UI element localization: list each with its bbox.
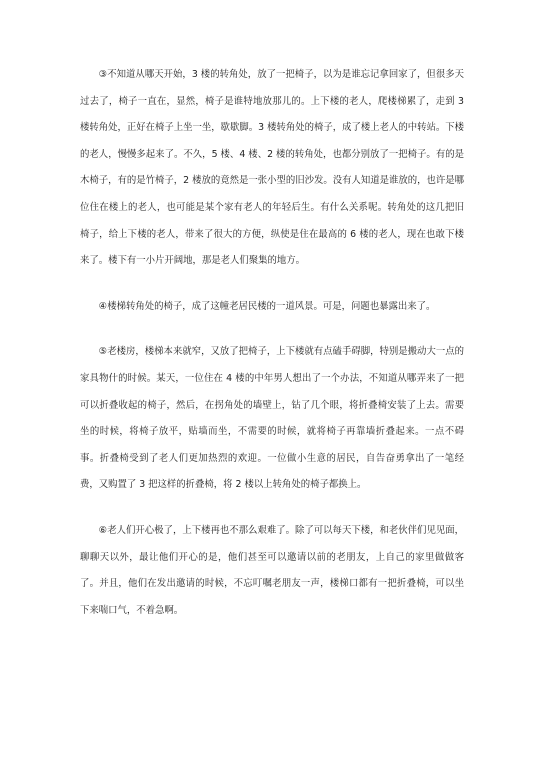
paragraph-4: ④楼梯转角处的椅子，成了这幢老居民楼的一道风景。可是，问题也暴露出来了。 [98, 300, 436, 312]
paragraph-3: ③不知道从哪天开始，3 楼的转角处，放了一把椅子，以为是谁忘记拿回家了，但很多天过去了，椅子一直在，显然，椅子是谁特地放那儿的。上下楼的老人，爬楼梯累了，走到 3 楼转角处，正好在椅子上坐一坐，歇歇脚。3 楼转角处的椅子，成了楼上老人的中转站。下楼的老人，慢慢多起来了。不久，5 楼、4 楼、2 楼的转角处，也都分别放了一把椅子。有的是木椅子，有的是竹椅子，2 楼放的竟然是一张小型的旧沙发。没有人知道是谁放的，也许是哪位住在楼上的老人，也可能是某个家有老人的年轻后生。有什么关系呢。转角处的这几把旧椅子，给上下楼的老人，带来了很大的方便，纵使是住在最高的 6 楼的老人，现在也敢下楼来了。楼下有一小片开阔地，那是老人们聚集的地方。 [80, 69, 464, 267]
paragraph-6: ⑥老人们开心极了，上下楼再也不那么艰难了。除了可以每天下楼，和老伙伴们见见面，聊聊天以外，最让他们开心的是，他们甚至可以邀请以前的老朋友，上自己的家里做做客了。并且，他们在发出邀请的时候，不忘叮嘱老朋友一声，楼梯口都有一把折叠椅，可以坐下来喘口气，不着急啊。 [80, 524, 464, 616]
paragraph-5: ⑤老楼房，楼梯本来就窄，又放了把椅子，上下楼就有点磕手碍脚，特别是搬动大一点的家具物什的时候。某天，一位住在 4 楼的中年男人想出了一个办法，不知道从哪弄来了一把可以折叠收起的椅子，然后，在拐角处的墙壁上，钻了几个眼，将折叠椅安装了上去。需要坐的时候，将椅子放平，贴墙而坐，不需要的时候，就将椅子再靠墙折叠起来。一点不碍事。折叠椅受到了老人们更加热烈的欢迎。一位做小生意的居民，自告奋勇拿出了一笔经费，又购置了 3 把这样的折叠椅，将 2 楼以上转角处的椅子都换上。 [80, 346, 464, 491]
article-body [80, 62, 464, 624]
